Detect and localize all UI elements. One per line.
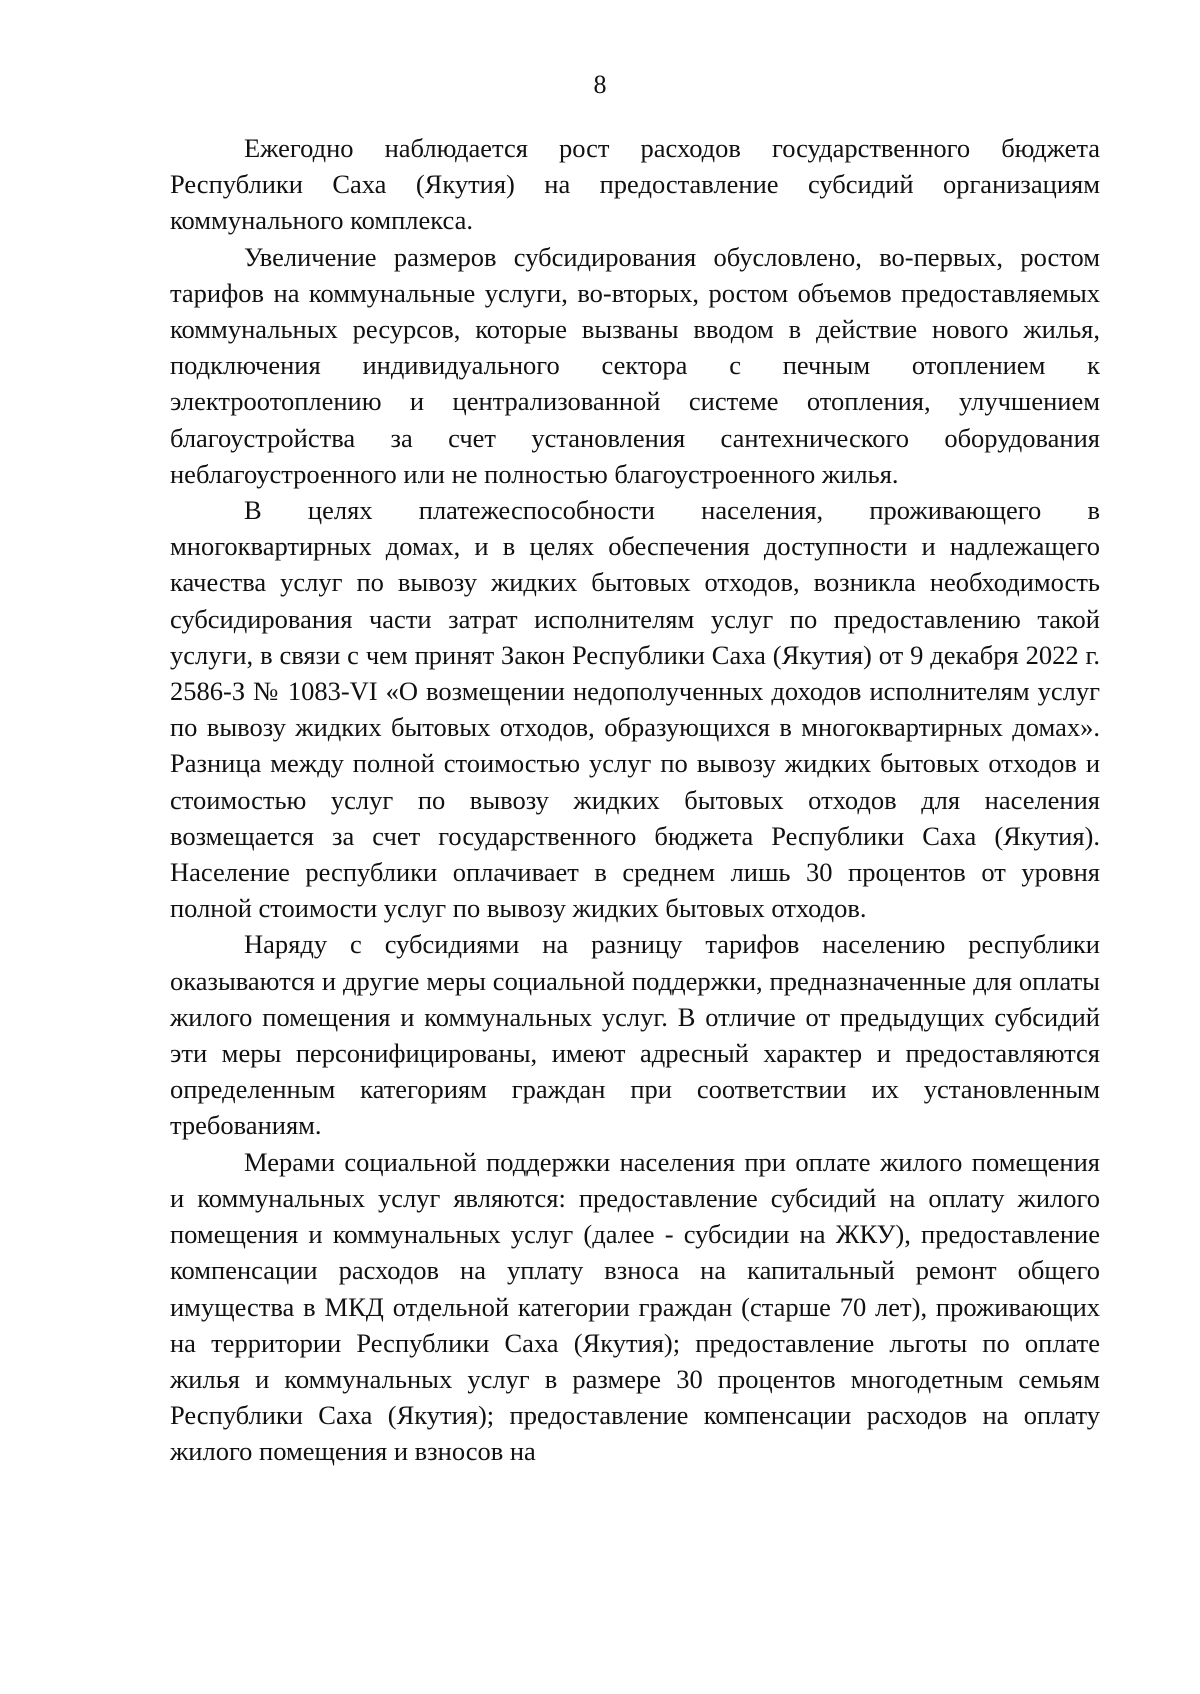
paragraph-social-support: Наряду с субсидиями на разницу тарифов населению республики оказываются и другие меры социальной поддержки, предназначенные для оплаты жилого помещения и коммунальных услуг. В отличие от предыдущих субсидий эти меры персонифицированы, имеют адресный характер и предоставляются определенным категориям граждан при соответствии их установленным требованиям. [170,929,1100,1141]
paragraph-support-measures: Мерами социальной поддержки населения при оплате жилого помещения и коммунальных услуг являются: предоставление субсидий на оплату жилого помещения и коммунальных услуг (далее - субсидии на ЖКУ), предоставление компенсации расходов на уплату взноса на капитальный ремонт общего имущества в МКД отдельной категории граждан (старше 70 лет), проживающих на территории Республики Саха (Якутия); предоставление льготы по оплате жилья и коммунальных услуг в размере 30 процентов многодетным семьям Республики Саха (Якутия); предоставление компенсации расходов на оплату жилого помещения и взносов на [170,1146,1100,1467]
paragraph-budget-growth: Ежегодно наблюдается рост расходов государственного бюджета Республики Саха (Якутия) на предоставление субсидий организациям коммунального комплекса. [170,133,1100,236]
page-number: 8 [593,70,607,99]
document-body [170,130,1100,1470]
paragraph-subsidy-increase: Увеличение размеров субсидирования обусловлено, во-первых, ростом тарифов на коммунальные услуги, во-вторых, ростом объемов предоставляемых коммунальных ресурсов, которые вызваны вводом в действие нового жилья, подключения индивидуального сектора с печным отоплением к электроотоплению и централизованной системе отопления, улучшением благоустройства за счет установления сантехнического оборудования неблагоустроенного или не полностью благоустроенного жилья. [170,241,1100,489]
paragraph-liquid-waste-law: В целях платежеспособности населения, проживающего в многоквартирных домах, и в целях обеспечения доступности и надлежащего качества услуг по вывозу жидких бытовых отходов, возникла необходимость субсидирования части затрат исполнителям услуг по предоставлению такой услуги, в связи с чем принят Закон Республики Саха (Якутия) от 9 декабря 2022 г. 2586-З № 1083-VI «О возмещении недополученных доходов исполнителям услуг по вывозу жидких бытовых отходов, образующихся в многоквартирных домах». Разница между полной стоимостью услуг по вывозу жидких бытовых отходов и стоимостью услуг по вывозу жидких бытовых отходов для населения возмещается за счет государственного бюджета Республики Саха (Якутия). Население республики оплачивает в среднем лишь 30 процентов от уровня полной стоимости услуг по вывозу жидких бытовых отходов. [170,495,1100,924]
